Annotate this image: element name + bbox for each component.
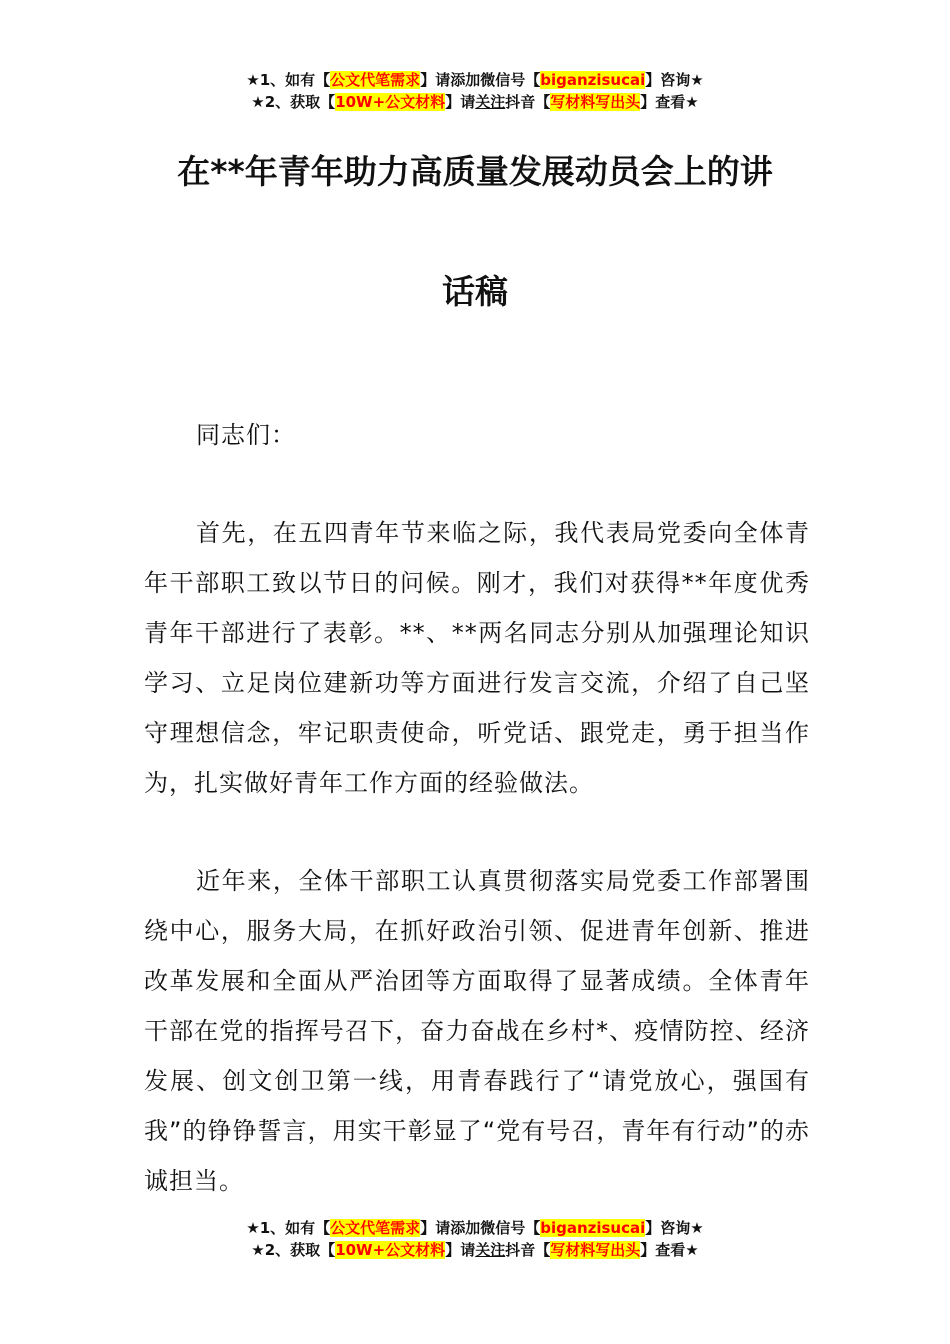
promo-text: 】请	[445, 1241, 476, 1259]
promo-highlight: 公文代笔需求	[330, 71, 421, 89]
body-paragraph: 首先，在五四青年节来临之际，我代表局党委向全体青年干部职工致以节日的问候。刚才，我们对获得**年度优秀青年干部进行了表彰。**、**两名同志分别从加强理论知识学习、立足岗位建新功等方面进行发言交流，介绍了自己坚守理想信念，牢记职责使命，听党话、跟党走，勇于担当作为，扎实做好青年工作方面的经验做法。	[144, 519, 810, 797]
promo-text: 】查看★	[640, 1241, 699, 1259]
promo-text: ★1、如有【	[246, 71, 331, 89]
promo-highlight: 公文代笔需求	[330, 1219, 421, 1237]
promo-text: 抖音【	[505, 1241, 551, 1259]
promo-text: 】请添加微信号【	[420, 71, 541, 89]
greeting: 同志们：	[196, 421, 296, 449]
promo-line-2	[0, 1239, 950, 1261]
promo-text: 】请	[445, 93, 476, 111]
promo-text: 】查看★	[640, 93, 699, 111]
promo-text: 】咨询★	[645, 1219, 704, 1237]
promo-highlight-account: 写材料写出头	[550, 93, 641, 111]
promo-text: 抖音【	[505, 93, 551, 111]
document-title-line-1: 在**年青年助力高质量发展动员会上的讲	[177, 152, 773, 191]
promo-underlined-text: 关注	[475, 93, 506, 111]
promo-text: ★1、如有【	[246, 1219, 331, 1237]
promo-text: ★2、获取【	[251, 93, 336, 111]
document-title-line-2: 话稿	[442, 272, 508, 311]
promo-highlight-wechat-id: biganzisucai	[540, 1219, 646, 1237]
footer-promo-banner	[0, 1217, 950, 1261]
promo-line-1	[0, 69, 950, 91]
promo-highlight-wechat-id: biganzisucai	[540, 71, 646, 89]
promo-highlight-account: 写材料写出头	[550, 1241, 641, 1259]
promo-highlight: 10W+公文材料	[335, 93, 446, 111]
promo-highlight: 10W+公文材料	[335, 1241, 446, 1259]
promo-text: 】咨询★	[645, 71, 704, 89]
promo-line-1	[0, 1217, 950, 1239]
promo-underlined-text: 关注	[475, 1241, 506, 1259]
body-paragraph: 近年来，全体干部职工认真贯彻落实局党委工作部署围绕中心，服务大局，在抓好政治引领、促进青年创新、推进改革发展和全面从严治团等方面取得了显著成绩。全体青年干部在党的指挥号召下，奋力奋战在乡村*、疫情防控、经济发展、创文创卫第一线，用青春践行了“请党放心，强国有我”的铮铮誓言，用实干彰显了“党有号召，青年有行动”的赤诚担当。	[144, 867, 810, 1195]
promo-line-2	[0, 91, 950, 113]
promo-text: ★2、获取【	[251, 1241, 336, 1259]
promo-text: 】请添加微信号【	[420, 1219, 541, 1237]
header-promo-banner	[0, 69, 950, 113]
